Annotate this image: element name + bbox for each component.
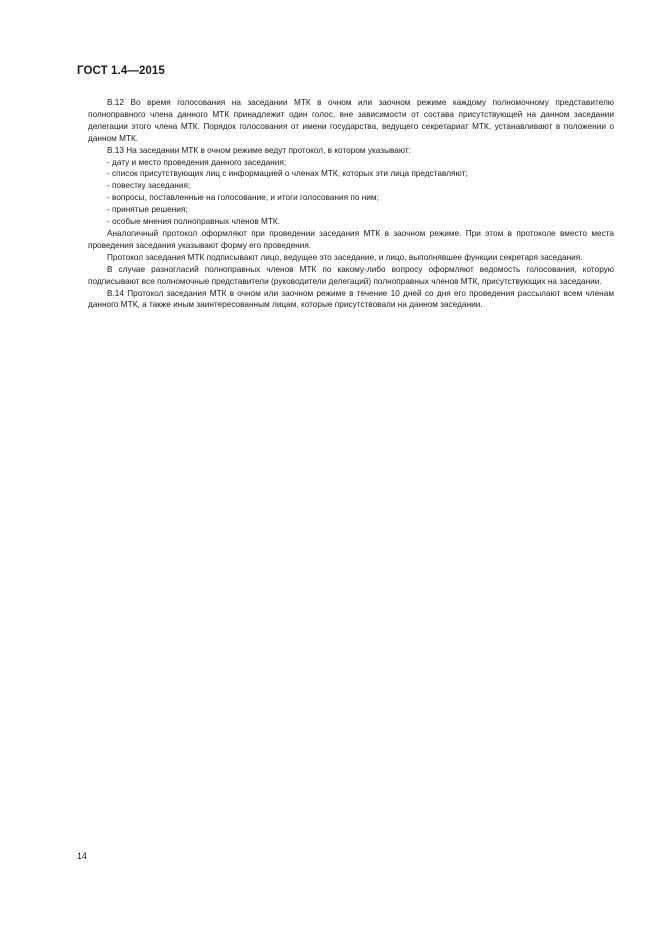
clause-b12: В.12 Во время голосования на заседании МТК в очном или заочном режиме каждому полномочному представителю полноправного члена данного МТК принадлежит один голос, вне зависимости от состава присутствующей на данном заседании делегации этого члена МТК. Порядок голосования от имени государства, ведущего секретариат МТК, устанавливают в положении о данном МТК.	[88, 98, 614, 143]
document-header: ГОСТ 1.4—2015	[77, 65, 165, 77]
paragraph-absentee-protocol: Аналогичный протокол оформляют при проведении заседания МТК в заочном режиме. При этом в протоколе вместо места проведения заседания указывают форму его проведения.	[88, 228, 614, 250]
list-item: - особые мнения полноправных членов МТК.	[107, 217, 281, 227]
clause-b14: В.14 Протокол заседания МТК в очном или заочном режиме в течение 10 дней со дня его проведения рассылают всем членам данного МТК, а также иным заинтересованным лицам, которые присутствовали на данном заседании.	[88, 288, 614, 310]
list-item: - дату и место проведения данного заседания;	[107, 157, 287, 167]
list-item: - принятые решения;	[107, 205, 188, 215]
paragraph-disagreement: В случае разногласий полноправных членов МТК по какому-либо вопросу оформляют ведомость голосования, которую подписывают все полномочные представители (руководители делегаций) полноправных членов МТК, присутствующих на заседании.	[88, 264, 614, 286]
list-item: - повестку заседания;	[107, 181, 191, 191]
paragraph-protocol-signing: Протокол заседания МТК подписывают лицо, ведущее это заседание, и лицо, выполнявшее функции секретаря заседания.	[107, 252, 583, 262]
clause-b13: В.13 На заседании МТК в очном режиме ведут протокол, в котором указывают:	[107, 145, 411, 155]
list-item: - список присутствующих лиц с информацией о членах МТК, которых эти лица представляют;	[107, 169, 468, 179]
page-number: 14	[77, 851, 88, 861]
list-item: - вопросы, поставленные на голосование, и итоги голосования по ним;	[107, 193, 379, 203]
document-body	[88, 97, 614, 311]
